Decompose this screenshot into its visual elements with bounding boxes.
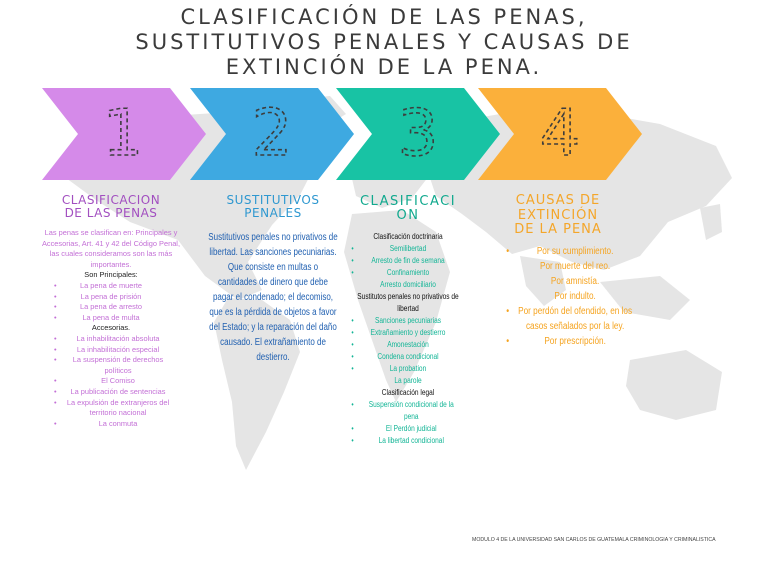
page-title-line-2: SUSTITUTIVOS PENALES Y CAUSAS DE	[135, 30, 633, 54]
col3-sustitutos-label: Sustitutos penales no privativos de libertad	[357, 292, 459, 313]
list-item: • Extrañamiento y destierro	[347, 327, 470, 339]
list-item: • Arresto de fin de semana	[347, 255, 470, 267]
col1-intro: Las penas se clasifican en: Principales y Accesorias, Art. 41 y 42 del Código Penal, las cuales consideramos son las más importantes.	[41, 228, 181, 269]
column-sustitutivos-penales	[206, 194, 340, 365]
col1-accesorias-label: Accesorias.	[91, 323, 131, 333]
list-item: Por amnistía.	[550, 275, 600, 287]
list-item: • Condena condicional	[347, 351, 470, 363]
list-item: • El Comiso	[62, 376, 174, 387]
footer-credit: MODULO 4 DE LA UNIVERSIDAD SAN CARLOS DE GUATEMALA CRIMINOLOGIA Y CRIMINALISTICA	[472, 537, 716, 543]
list-item: • Confinamiento	[347, 267, 470, 279]
col1-principales-label: Son Principales:	[84, 270, 138, 280]
page-title-line-3: EXTINCIÓN DE LA PENA.	[225, 55, 543, 79]
page-title-line-1: CLASIFICACIÓN DE LAS PENAS,	[180, 5, 588, 29]
col3-parole: La parole	[394, 376, 422, 385]
step-1-number: 1	[102, 97, 144, 171]
list-item: Por muerte del reo.	[539, 260, 611, 272]
list-item: • La pena de prisión	[40, 292, 182, 303]
col1-principales-list	[40, 281, 182, 323]
col2-heading: SUSTITUTIVOS PENALES	[226, 193, 320, 220]
step-2-number: 2	[251, 97, 293, 171]
col3-list	[347, 231, 470, 447]
list-item: Por indulto.	[554, 290, 596, 302]
col2-body: Sustitutivos penales no privativos de libertad. Las sanciones pecuniarias. Que consiste en multas o cantidades de dinero que debe pagar el condenado; el decomiso, que es la pérdida de objetos a favor del Estado; y la reparación del daño causado. El extrañamiento de destierro.	[208, 232, 338, 363]
col1-heading: CLASIFICACION DE LAS PENAS	[61, 193, 161, 220]
list-item: • La libertad condicional	[361, 435, 461, 447]
list-item: • Por prescripción.	[514, 334, 635, 349]
list-item: • La suspensión de derechos políticos	[62, 355, 174, 376]
list-item: • Suspensión condicional de la pena	[361, 399, 461, 423]
list-item: • La pena de multa	[40, 313, 182, 324]
list-item: • La conmuta	[62, 419, 174, 430]
col3-heading: CLASIFICACI ON	[359, 194, 457, 223]
col1-accesorias-list	[40, 334, 182, 429]
step-4-number: 4	[539, 97, 581, 171]
list-item: • Semilibertad	[347, 243, 470, 255]
step-3-number: 3	[397, 97, 439, 171]
list-item: • La inhabilitación especial	[62, 345, 174, 356]
list-item: • La probation	[347, 363, 470, 375]
list-item: • La pena de muerte	[40, 281, 182, 292]
list-item: • El Perdón judicial	[361, 423, 461, 435]
col3-legal-label: Clasificación legal	[381, 388, 435, 397]
col4-heading: CAUSAS DE EXTINCIÓN DE LA PENA	[514, 193, 602, 237]
list-item: • La inhabilitación absoluta	[62, 334, 174, 345]
step-arrows	[0, 84, 768, 184]
col3-arresto-domiciliario: Arresto domiciliario	[380, 280, 436, 289]
list-item: • La expulsión de extranjeros del territorio nacional	[62, 398, 174, 419]
list-item: • Sanciones pecuniarias	[347, 315, 470, 327]
list-item: • Por perdón del ofendido, en los casos señalados por la ley.	[514, 304, 635, 334]
column-clasificacion	[346, 195, 470, 447]
column-causas-extincion	[496, 193, 633, 349]
list-item: • Amonestación	[347, 339, 470, 351]
list-item: • La publicación de sentencias	[62, 387, 174, 398]
column-clasificacion-penas	[40, 194, 182, 429]
list-item: • Por su cumplimiento.	[514, 244, 635, 259]
col3-doctrinaria-label: Clasificación doctrinaria	[373, 232, 443, 241]
col4-list	[500, 244, 643, 349]
list-item: • La pena de arresto	[40, 302, 182, 313]
